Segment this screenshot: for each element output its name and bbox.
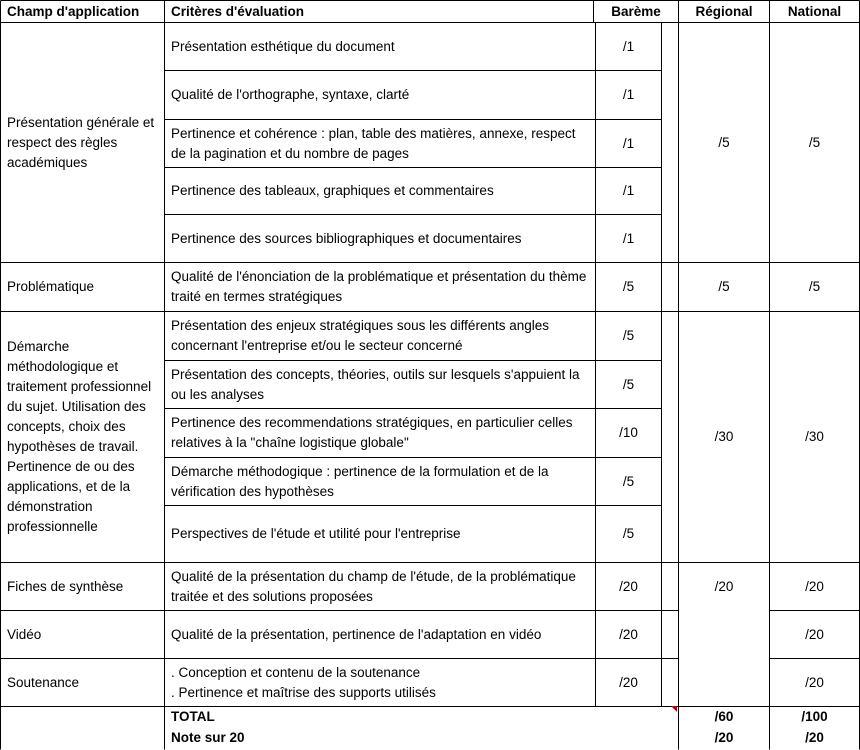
total-label: TOTAL — [171, 709, 215, 724]
header-bareme: Barème — [611, 3, 661, 19]
bareme-value: /1 — [622, 183, 635, 198]
bareme-value: /5 — [622, 473, 635, 489]
bareme-value: /1 — [622, 87, 635, 102]
note-label: Note sur 20 — [171, 729, 245, 745]
criterion-row: Qualité de l'énonciation de la problématique et présentation du thème traité en termes stratégiques — [171, 269, 587, 304]
champ-fiches: Fiches de synthèse — [7, 578, 124, 594]
bareme-value: /20 — [619, 626, 638, 642]
national-score: /5 — [808, 134, 821, 150]
bareme-value: /10 — [619, 425, 638, 440]
bareme-value: /5 — [622, 526, 635, 541]
criterion-row: Pertinence des sources bibliographiques et documentaires — [171, 230, 522, 246]
bareme-value: /1 — [622, 230, 635, 246]
criterion-row: Démarche méthodogique : pertinence de la formulation et de la vérification des hypothèses — [171, 463, 549, 499]
criterion-row: Pertinence des tableaux, graphiques et commentaires — [171, 183, 494, 198]
national-score: /20 — [805, 674, 824, 690]
criterion-row: Présentation esthétique du document — [171, 38, 395, 54]
header-regional: Régional — [695, 3, 753, 19]
header-national: National — [787, 3, 842, 19]
criterion-row: . Conception et contenu de la soutenance . Pertinence et maîtrise des supports utilisés — [171, 664, 436, 700]
champ-demarche: Démarche méthodologique et traitement professionnel du sujet. Utilisation des concepts, choix des hypothèses de travail. Pertinence de ou des applications, et de la démonstration professionnelle — [7, 339, 152, 534]
regional-score: /30 — [714, 429, 734, 444]
header-champ: Champ d'application — [7, 3, 140, 19]
national-score: /20 — [805, 578, 824, 594]
champ-presentation: Présentation générale et respect des règles académiques — [7, 114, 155, 170]
bareme-value: /20 — [619, 578, 638, 594]
champ-problematique: Problématique — [7, 279, 95, 294]
criterion-row: Perspectives de l'étude et utilité pour l'entreprise — [171, 526, 461, 541]
bareme-value: /5 — [622, 328, 635, 343]
criterion-row: Pertinence des recommendations stratégiques, en particulier celles relatives à la "chaîne logistique globale" — [171, 415, 573, 450]
national-score: /5 — [808, 279, 821, 294]
criterion-row: Présentation des enjeux stratégiques sous les différents angles concernant l'entreprise et/ou le secteur concerné — [171, 318, 549, 353]
national-score: /30 — [805, 429, 824, 444]
bareme-value: /1 — [622, 135, 635, 151]
bareme-value: /1 — [622, 38, 635, 54]
regional-note: /20 — [714, 729, 734, 745]
bareme-value: /5 — [622, 279, 635, 294]
header-criteres: Critères d'évaluation — [171, 3, 305, 19]
regional-score: /5 — [718, 134, 730, 150]
criterion-row: Qualité de la présentation du champ de l'étude, de la problématique traitée et des solutions proposées — [171, 568, 576, 604]
bareme-value: /20 — [619, 674, 638, 690]
criterion-row: Qualité de la présentation, pertinence de l'adaptation en vidéo — [171, 626, 542, 642]
comment-marker — [671, 706, 677, 712]
national-total: /100 — [801, 709, 828, 724]
bareme-value: /5 — [622, 376, 635, 392]
champ-soutenance: Soutenance — [7, 674, 80, 690]
champ-video: Vidéo — [7, 626, 42, 642]
national-score: /20 — [805, 626, 824, 642]
national-note: /20 — [805, 729, 824, 745]
regional-score: /5 — [718, 279, 730, 294]
criterion-row: Pertinence et cohérence : plan, table des matières, annexe, respect de la pagination et du nombre de pages — [171, 125, 576, 161]
regional-score: /20 — [714, 578, 734, 594]
criterion-row: Qualité de l'orthographe, syntaxe, clarté — [171, 87, 410, 102]
criterion-row: Présentation des concepts, théories, outils sur lesquels s'appuient la ou les analyses — [171, 366, 580, 402]
regional-total: /60 — [714, 709, 734, 724]
